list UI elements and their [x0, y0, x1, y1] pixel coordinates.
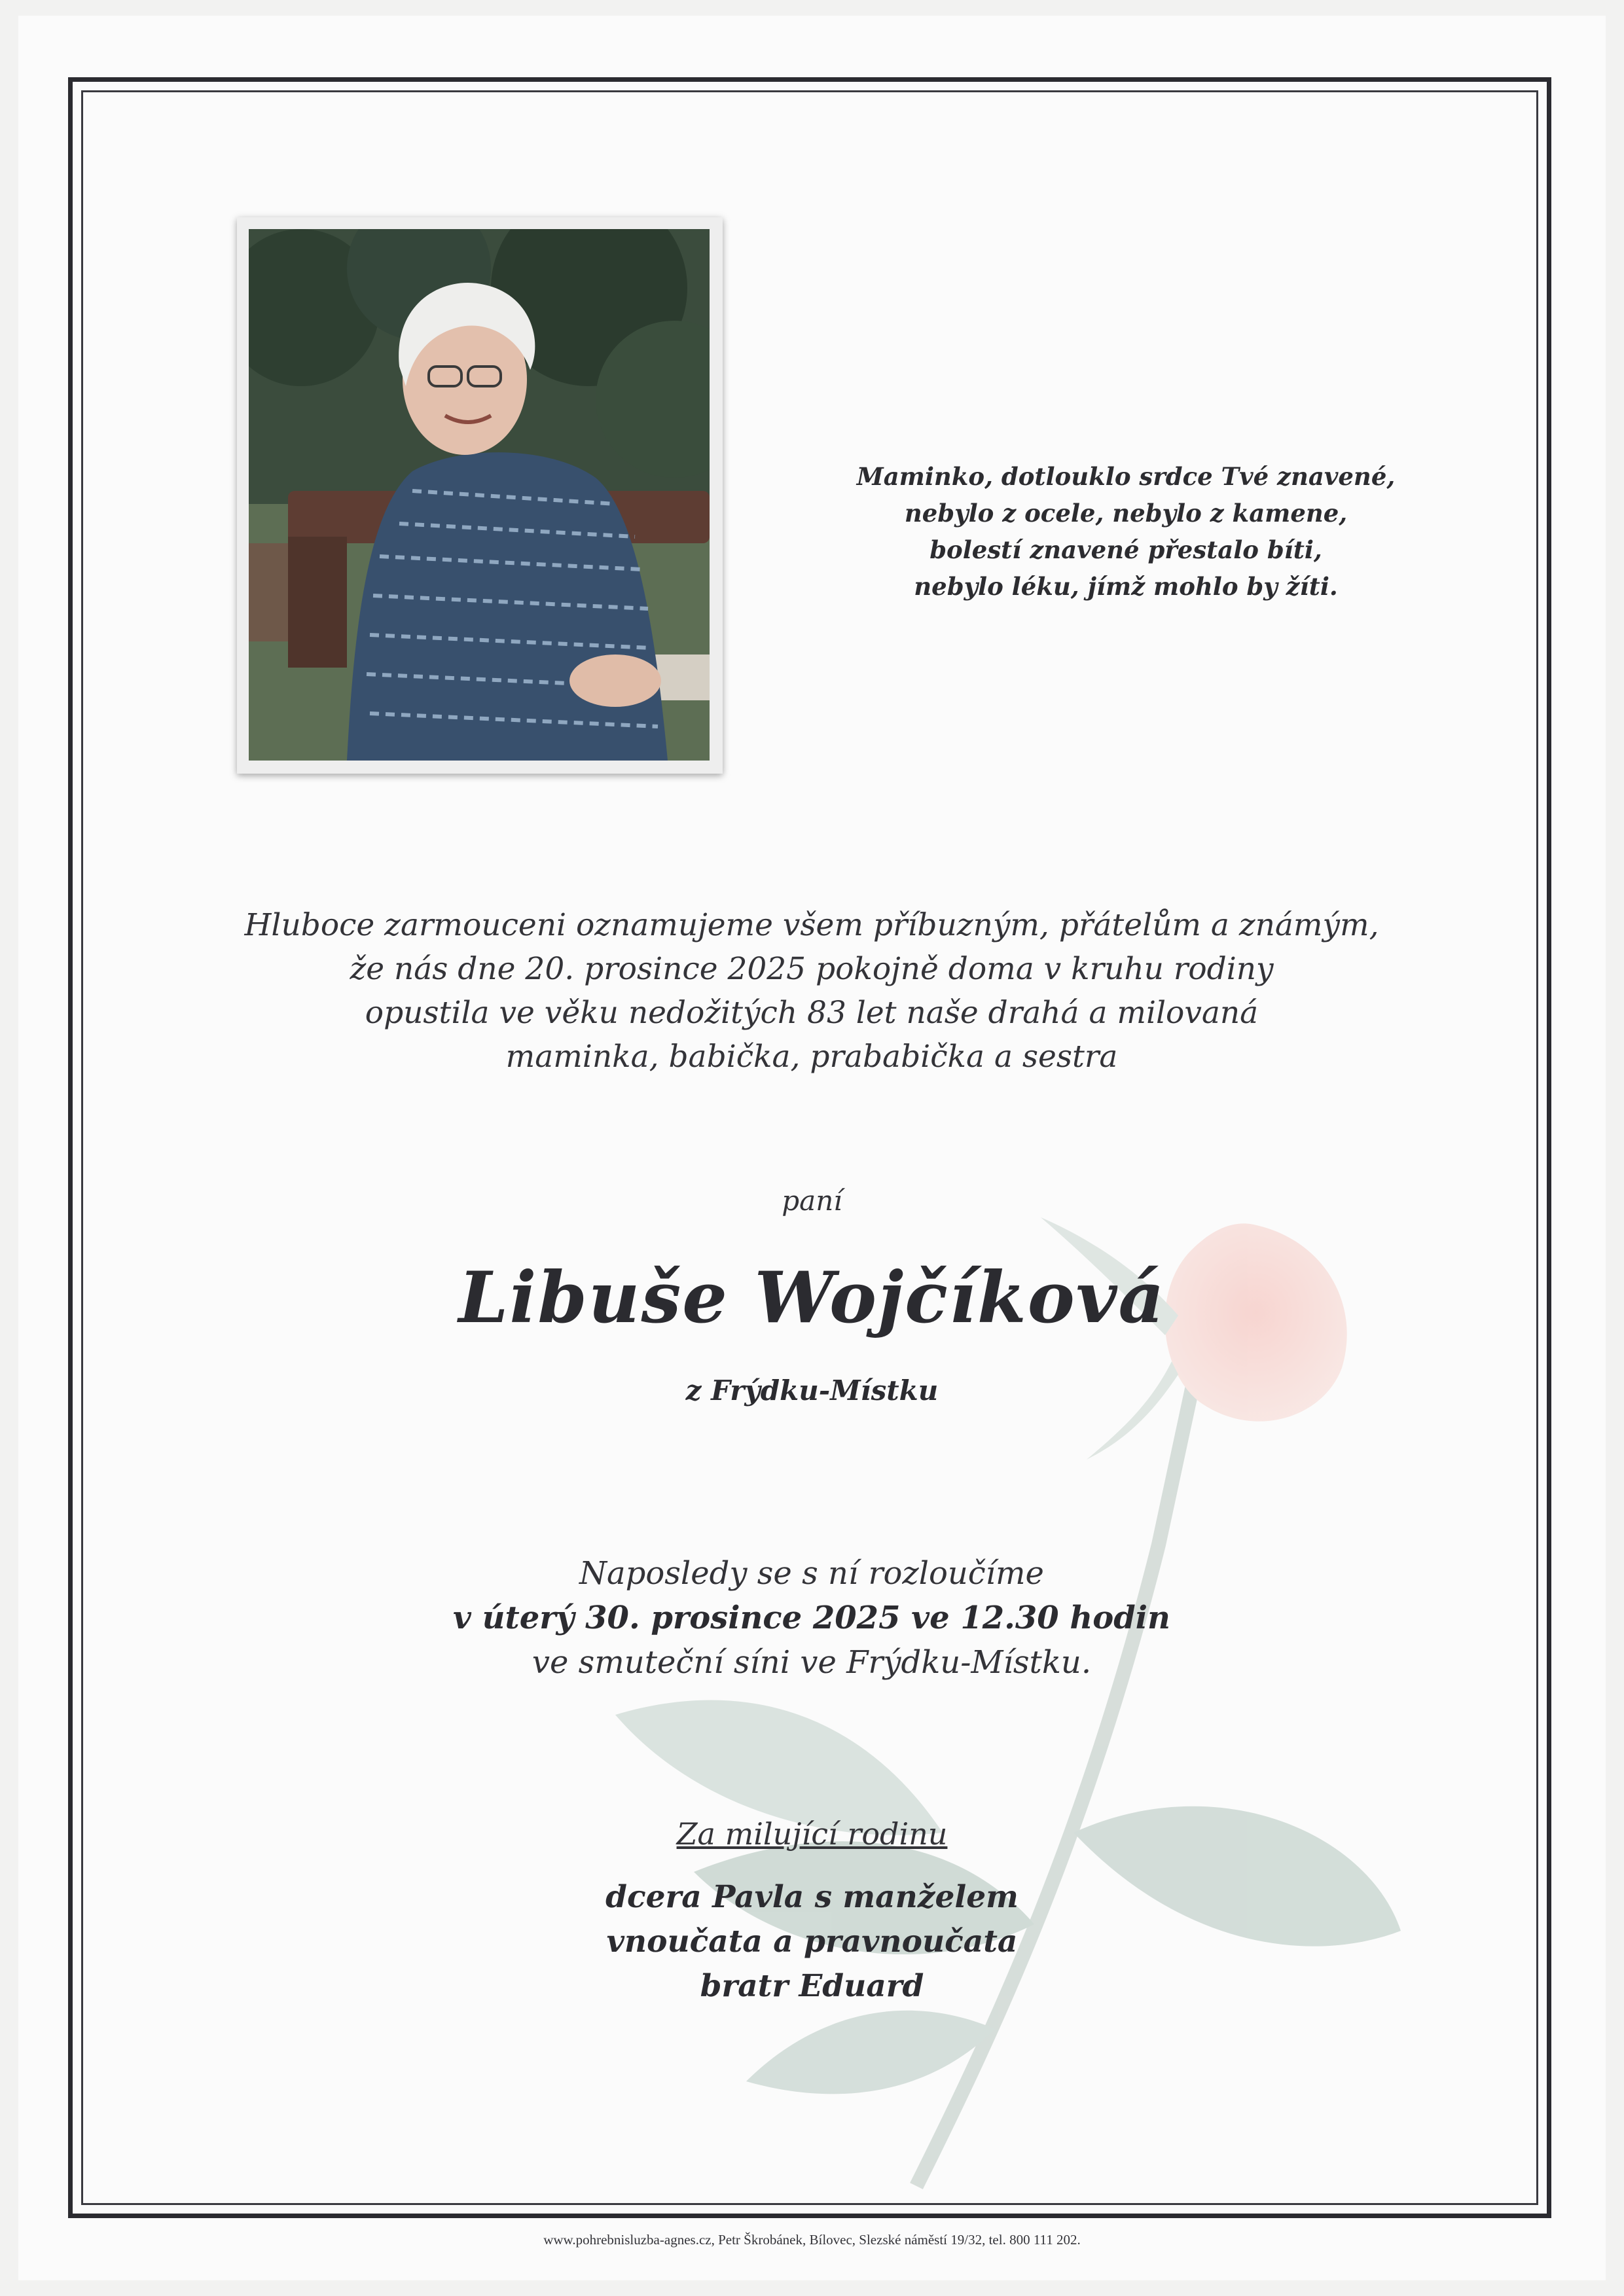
farewell-datetime: v úterý 30. prosince 2025 ve 12.30 hodin: [453, 1600, 1170, 1636]
deceased-origin: z Frýdku-Místku: [685, 1374, 939, 1407]
announcement-line: Hluboce zarmouceni oznamujeme všem příbuzným, přátelům a známým,: [244, 907, 1379, 943]
deceased-name: Libuše Wojčíková: [458, 1257, 1166, 1339]
portrait-frame: [237, 217, 723, 774]
announcement-line: opustila ve věku nedožitých 83 let naše drahá a milovaná: [365, 995, 1259, 1031]
family-member: vnoučata a pravnoučata: [606, 1924, 1018, 1960]
announcement-line: maminka, babička, prababička a sestra: [505, 1039, 1118, 1075]
farewell-location: ve smuteční síni ve Frýdku-Místku.: [532, 1644, 1092, 1681]
salutation: paní: [782, 1185, 842, 1217]
poem-line: Maminko, dotlouklo srdce Tvé znavené,: [856, 462, 1396, 491]
farewell-intro: Naposledy se s ní rozloučíme: [579, 1555, 1044, 1592]
family-members: [0, 1875, 1624, 2009]
family-member: dcera Pavla s manželem: [605, 1879, 1019, 1915]
portrait-photo: [249, 229, 710, 761]
family-member: bratr Eduard: [700, 1968, 924, 2004]
funeral-service-footer: www.pohrebnisluzba-agnes.cz, Petr Škrobánek, Bílovec, Slezské náměstí 19/32, tel. 800 111 202.: [543, 2232, 1081, 2248]
poem-line: bolestí znavené přestalo bíti,: [929, 535, 1322, 564]
death-announcement: [157, 903, 1466, 1079]
memorial-poem: [785, 458, 1466, 605]
family-heading: Za milující rodinu: [676, 1816, 948, 1852]
announcement-line: že nás dne 20. prosince 2025 pokojně doma v kruhu rodiny: [350, 951, 1274, 987]
poem-line: nebylo léku, jímž mohlo by žíti.: [914, 572, 1338, 601]
poem-line: nebylo z ocele, nebylo z kamene,: [904, 499, 1348, 528]
farewell-info: [157, 1551, 1466, 1685]
